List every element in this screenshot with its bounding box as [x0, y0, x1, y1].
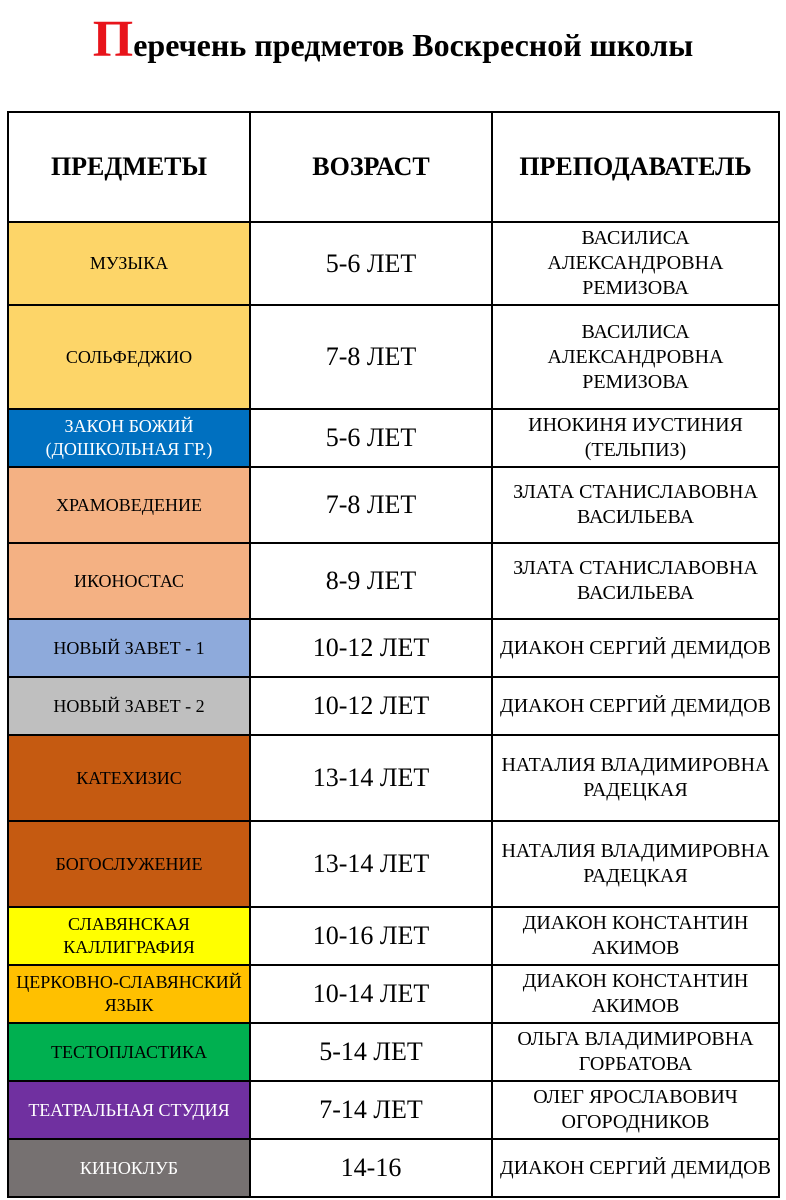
- age-cell: 13-14 ЛЕТ: [250, 735, 492, 821]
- subject-cell: ЗАКОН БОЖИЙ (ДОШКОЛЬНАЯ ГР.): [8, 409, 250, 467]
- table-row: [8, 735, 779, 821]
- table-row: [8, 907, 779, 965]
- table-row: [8, 677, 779, 735]
- age-cell: 14-16: [250, 1139, 492, 1197]
- teacher-cell: ДИАКОН СЕРГИЙ ДЕМИДОВ: [492, 677, 779, 735]
- age-cell: 5-6 ЛЕТ: [250, 409, 492, 467]
- teacher-cell: НАТАЛИЯ ВЛАДИМИРОВНА РАДЕЦКАЯ: [492, 821, 779, 907]
- subject-cell: БОГОСЛУЖЕНИЕ: [8, 821, 250, 907]
- teacher-cell: ДИАКОН СЕРГИЙ ДЕМИДОВ: [492, 619, 779, 677]
- title-initial: П: [92, 11, 134, 68]
- teacher-cell: ОЛЬГА ВЛАДИМИРОВНА ГОРБАТОВА: [492, 1023, 779, 1081]
- teacher-cell: ДИАКОН КОНСТАНТИН АКИМОВ: [492, 965, 779, 1023]
- header-age: ВОЗРАСТ: [250, 112, 492, 222]
- subject-cell: НОВЫЙ ЗАВЕТ - 1: [8, 619, 250, 677]
- subject-cell: СЛАВЯНСКАЯ КАЛЛИГРАФИЯ: [8, 907, 250, 965]
- age-cell: 10-12 ЛЕТ: [250, 619, 492, 677]
- age-cell: 10-14 ЛЕТ: [250, 965, 492, 1023]
- teacher-cell: НАТАЛИЯ ВЛАДИМИРОВНА РАДЕЦКАЯ: [492, 735, 779, 821]
- table-header-row: [8, 112, 779, 222]
- page-title: [0, 11, 786, 71]
- table-row: [8, 305, 779, 409]
- subject-cell: ИКОНОСТАС: [8, 543, 250, 619]
- age-cell: 7-8 ЛЕТ: [250, 305, 492, 409]
- subject-cell: ЦЕРКОВНО-СЛАВЯНСКИЙ ЯЗЫК: [8, 965, 250, 1023]
- age-cell: 8-9 ЛЕТ: [250, 543, 492, 619]
- age-cell: 13-14 ЛЕТ: [250, 821, 492, 907]
- age-cell: 10-16 ЛЕТ: [250, 907, 492, 965]
- subject-cell: КИНОКЛУБ: [8, 1139, 250, 1197]
- teacher-cell: ЗЛАТА СТАНИСЛАВОВНА ВАСИЛЬЕВА: [492, 467, 779, 543]
- age-cell: 7-14 ЛЕТ: [250, 1081, 492, 1139]
- table-row: [8, 467, 779, 543]
- table-row: [8, 619, 779, 677]
- teacher-cell: ИНОКИНЯ ИУСТИНИЯ (ТЕЛЬПИЗ): [492, 409, 779, 467]
- teacher-cell: ВАСИЛИСА АЛЕКСАНДРОВНА РЕМИЗОВА: [492, 305, 779, 409]
- header-teacher: ПРЕПОДАВАТЕЛЬ: [492, 112, 779, 222]
- table-body: [8, 222, 779, 1197]
- table-row: [8, 1139, 779, 1197]
- table-row: [8, 1023, 779, 1081]
- header-subjects: ПРЕДМЕТЫ: [8, 112, 250, 222]
- teacher-cell: ВАСИЛИСА АЛЕКСАНДРОВНА РЕМИЗОВА: [492, 222, 779, 305]
- subject-cell: МУЗЫКА: [8, 222, 250, 305]
- table-row: [8, 222, 779, 305]
- subject-cell: КАТЕХИЗИС: [8, 735, 250, 821]
- table-row: [8, 543, 779, 619]
- age-cell: 10-12 ЛЕТ: [250, 677, 492, 735]
- teacher-cell: ОЛЕГ ЯРОСЛАВОВИЧ ОГОРОДНИКОВ: [492, 1081, 779, 1139]
- age-cell: 5-6 ЛЕТ: [250, 222, 492, 305]
- subjects-table: [7, 111, 780, 1198]
- teacher-cell: ЗЛАТА СТАНИСЛАВОВНА ВАСИЛЬЕВА: [492, 543, 779, 619]
- table-row: [8, 1081, 779, 1139]
- subject-cell: ХРАМОВЕДЕНИЕ: [8, 467, 250, 543]
- table-row: [8, 409, 779, 467]
- table-row: [8, 965, 779, 1023]
- age-cell: 7-8 ЛЕТ: [250, 467, 492, 543]
- subject-cell: НОВЫЙ ЗАВЕТ - 2: [8, 677, 250, 735]
- subject-cell: СОЛЬФЕДЖИО: [8, 305, 250, 409]
- teacher-cell: ДИАКОН СЕРГИЙ ДЕМИДОВ: [492, 1139, 779, 1197]
- subject-cell: ТЕАТРАЛЬНАЯ СТУДИЯ: [8, 1081, 250, 1139]
- title-text: еречень предметов Воскресной школы: [133, 27, 694, 63]
- subject-cell: ТЕСТОПЛАСТИКА: [8, 1023, 250, 1081]
- age-cell: 5-14 ЛЕТ: [250, 1023, 492, 1081]
- teacher-cell: ДИАКОН КОНСТАНТИН АКИМОВ: [492, 907, 779, 965]
- table-row: [8, 821, 779, 907]
